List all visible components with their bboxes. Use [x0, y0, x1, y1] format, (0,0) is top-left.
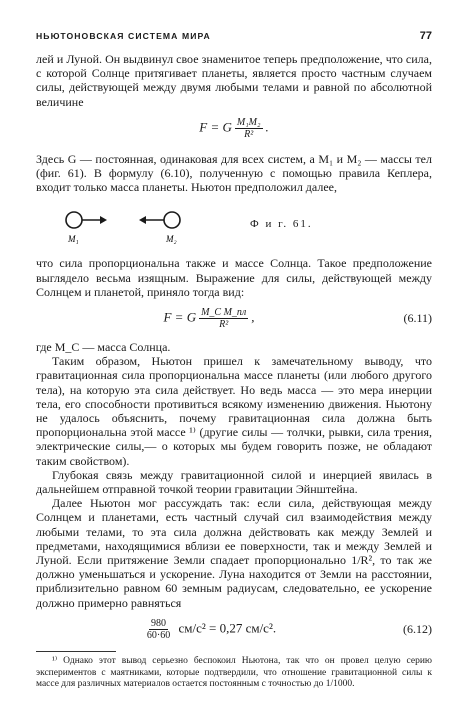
formula-lhs: F [163, 309, 172, 325]
arrowhead-right-icon [100, 216, 107, 224]
mass-circle-left [66, 212, 82, 228]
formula-sun-planet [36, 307, 382, 330]
paragraph-7: Далее Ньютон мог рассуждать так: если сила, действующая между Солнцем и планетами, есть частный случай сил взаимодействия между любыми телами, то эта сила должна действовать как между Землей и предметами, находящимися вблизи ее поверхности, так и между Землей и Луной. Если притяжение Земли спадает пропорционально 1/R², то так же должно уменьшаться и ускорение. Луна находится от Земли на расстоянии, приблизительно равном 60 земным радиусам, следовательно, ее ускорение должно примерно равняться [36, 496, 432, 610]
paragraph-4: где M_C — масса Солнца. [36, 340, 171, 355]
footnote: ¹⁾ Однако этот вывод серьезно беспокоил Ньютона, так что он провел целую серию экспериментов с маятниками, которые подтвердили, что отношение гравитационной силы к массе для различных материалов остается постоянным с точностью до 1/1000. [36, 655, 432, 690]
text-body [36, 52, 432, 691]
figure-61-drawing [60, 204, 210, 244]
paragraph-2: Здесь G — постоянная, одинаковая для всех систем, а M₁ и M₂ — массы тел (фиг. 61). В формулу (6.10), полученную с помощью правила Кеплера, входит только масса планеты. Ньютон предположил далее, [36, 151, 432, 195]
equation-6-12 [36, 618, 432, 641]
formula-equals: = [174, 309, 184, 325]
figure-caption: Ф и г. 61. [250, 218, 313, 231]
formula-fraction [145, 618, 172, 641]
formula-numerator: M_C M_пл [201, 307, 247, 319]
formula-denominator: R² [244, 128, 254, 140]
formula-result: см/с² = 0,27 см/с². [178, 620, 277, 636]
paragraph-5: Таким образом, Ньютон пришел к замечательному выводу, что гравитационная сила пропорциональна массе планеты (или любого другого тела), на которую эта сила действует. Но ведь масса — это мера инерции тела, его способности противиться всякому изменению движения. Ньютону не удалось объяснить, почему гравитационная сила должна быть пропорциональна этой массе ¹⁾ (другие силы — толчки, рывки, сила трения, электрические силы,— о которых мы будем говорить позже, не обладают таким свойством). [36, 354, 432, 468]
formula-punct: , [251, 309, 255, 325]
formula-acceleration [36, 618, 382, 641]
running-title: НЬЮТОНОВСКАЯ СИСТЕМА МИРА [36, 31, 211, 41]
formula-constant: G [222, 119, 232, 135]
mass-label-right: M₂ [166, 234, 177, 245]
arrowhead-left-icon [139, 216, 146, 224]
paragraph-1: лей и Луной. Он выдвинул свое знаменитое теперь предположение, что сила, с которой Солнце притягивает планеты, является просто частным случаем силы, действующей между двумя любыми телами и равной по абсолютной величине [36, 52, 432, 109]
equation-6-11 [36, 307, 432, 330]
formula-denominator: 60·60 [146, 629, 171, 641]
equation-number: (6.12) [403, 622, 432, 637]
formula-punct: . [265, 119, 269, 135]
equation-number: (6.11) [403, 311, 432, 326]
formula-numerator: M₁M₂ [236, 116, 261, 128]
formula-fraction [235, 117, 263, 140]
footnote-divider [36, 651, 116, 652]
formula-gravity [36, 117, 432, 140]
mass-circle-right [164, 212, 180, 228]
figure-61 [36, 204, 432, 244]
formula-constant: G [186, 309, 197, 325]
formula-equals: = [210, 119, 220, 135]
formula-denominator: R² [219, 319, 229, 331]
running-header [36, 30, 432, 42]
formula-numerator: 980 [151, 617, 167, 629]
mass-label-left: M₁ [68, 234, 79, 245]
formula-fraction [199, 307, 248, 330]
formula-lhs: F [199, 119, 208, 135]
paragraph-3: что сила пропорциональна также и массе Солнца. Такое предположение выглядело весьма изящным. Выражение для силы, действующей между Солнцем и планетой, приняло тогда вид: [36, 256, 432, 299]
page-number: 77 [419, 30, 432, 42]
paragraph-6: Глубокая связь между гравитационной силой и инерцией явилась в дальнейшем отправной точкой теории гравитации Эйнштейна. [36, 467, 432, 497]
